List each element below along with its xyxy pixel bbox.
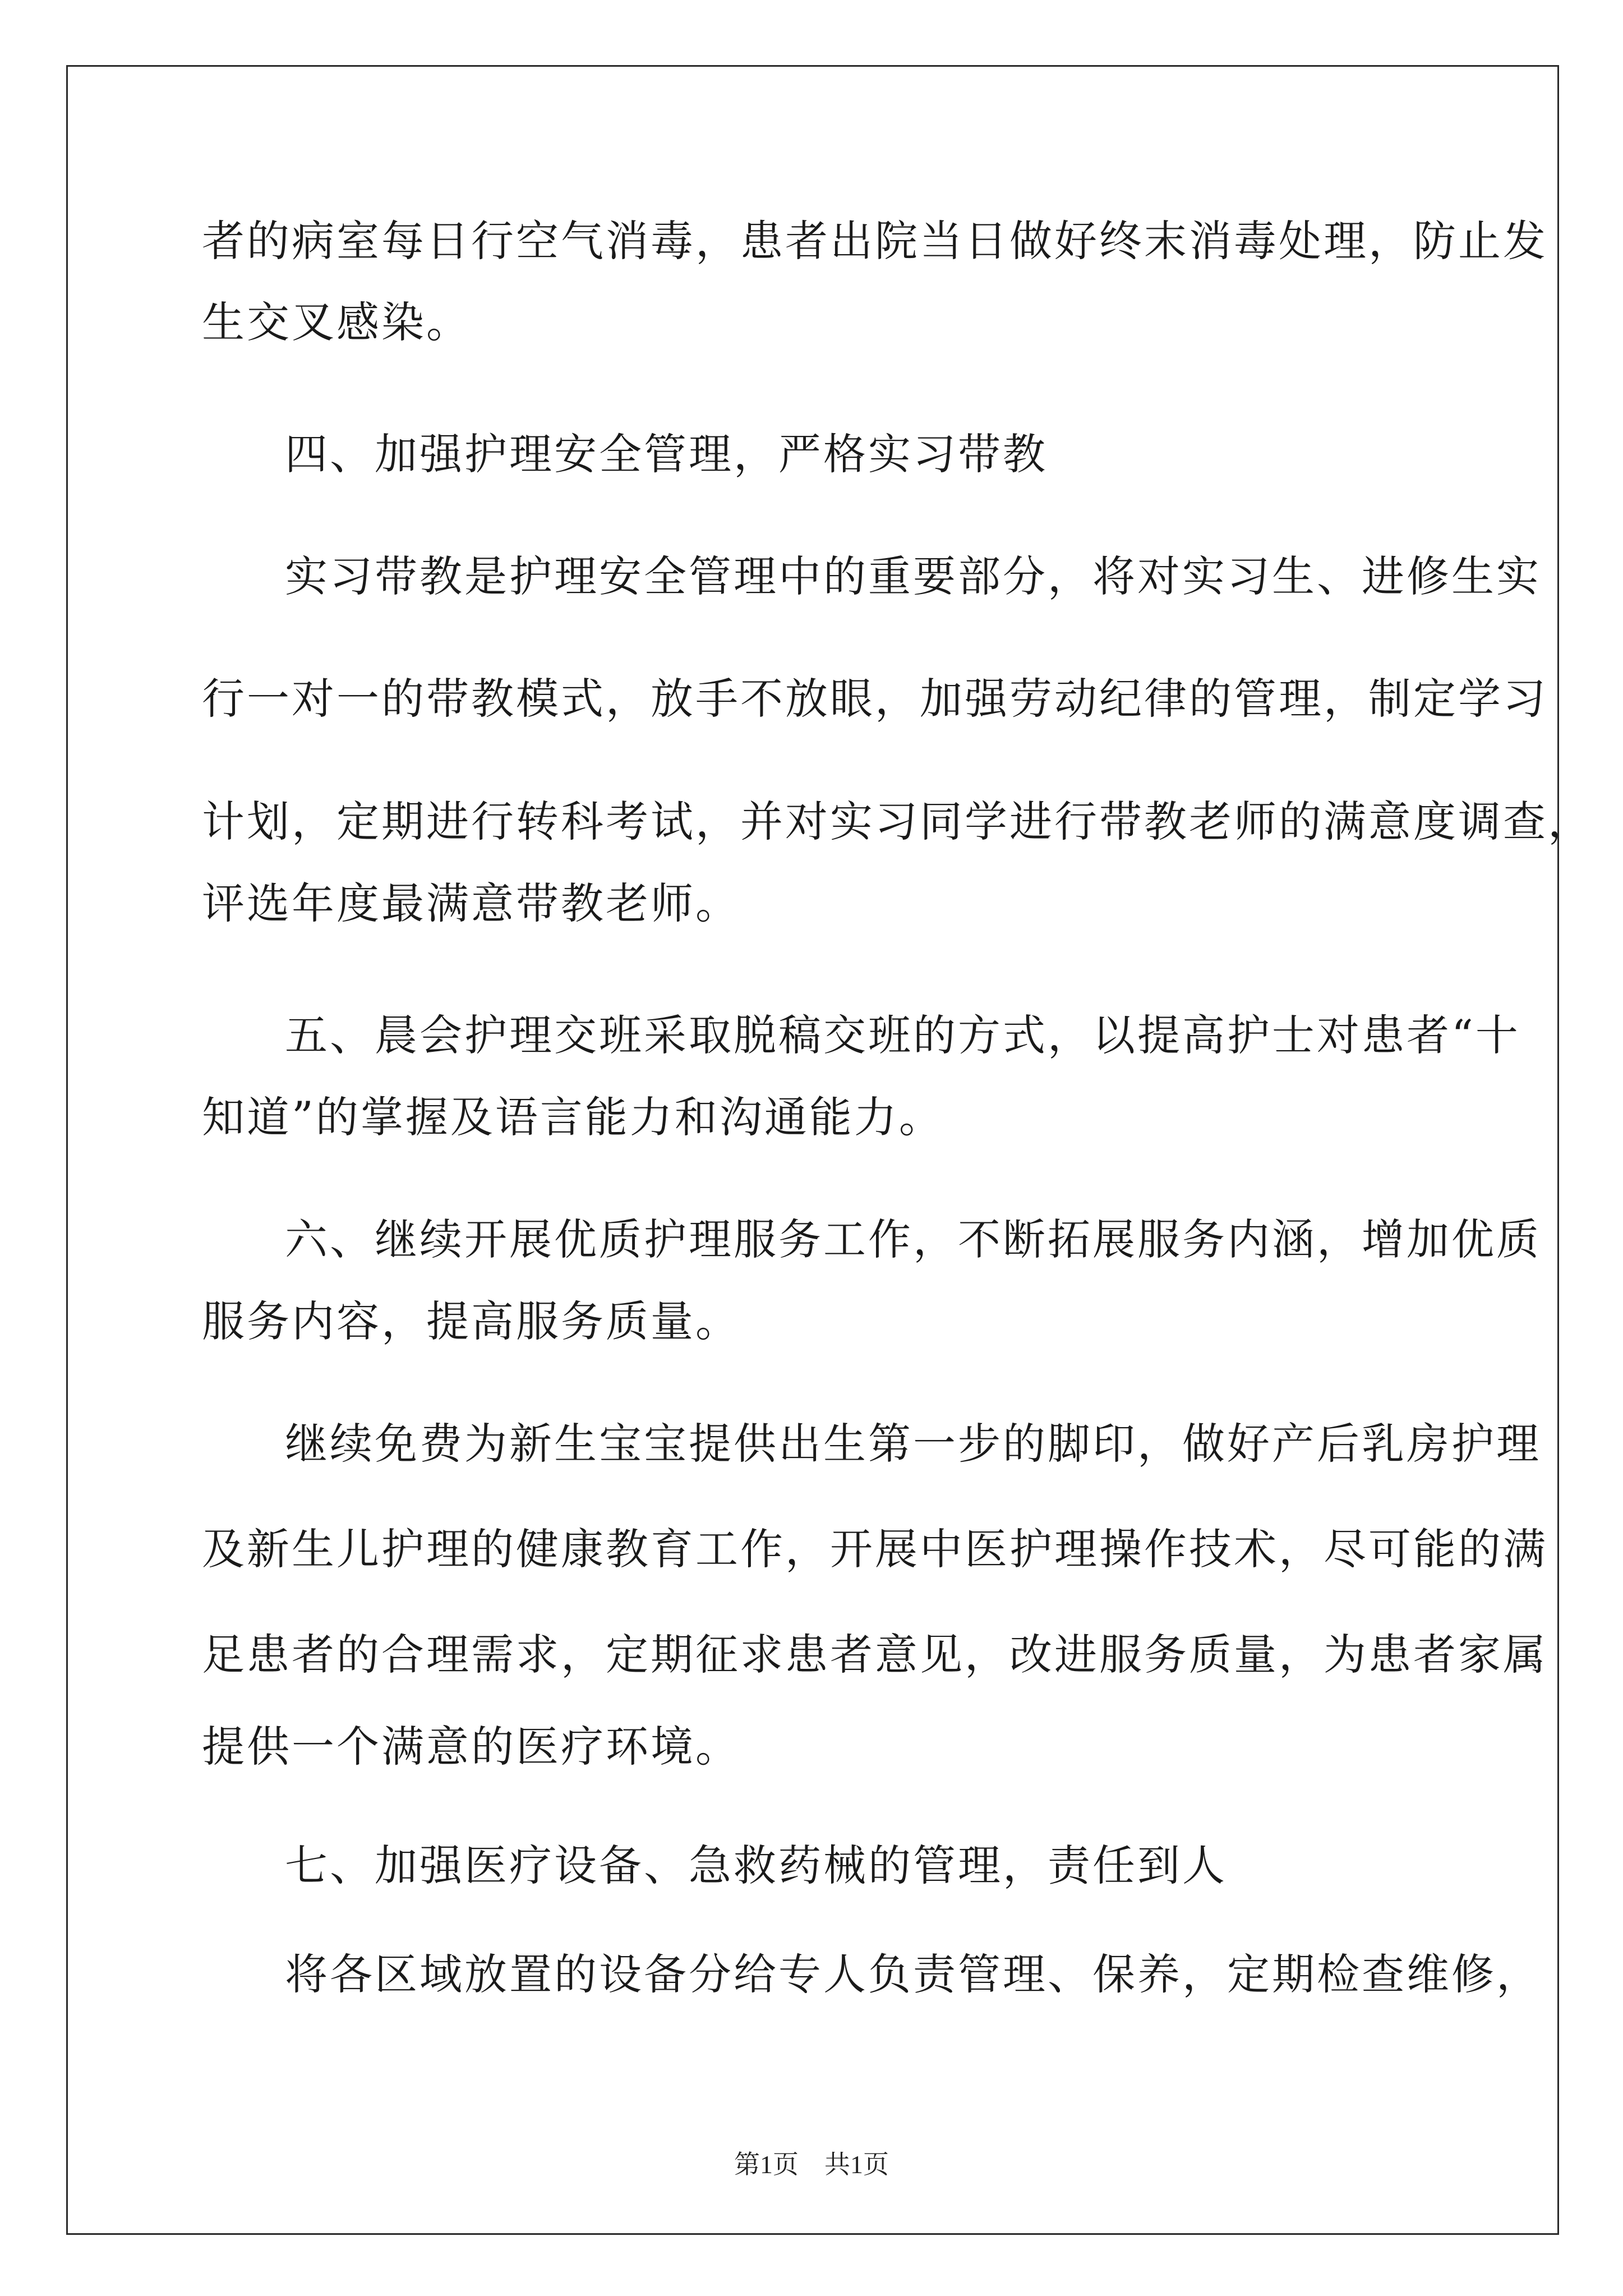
- body-line: 继续免费为新生宝宝提供出生第一步的脚印，做好产后乳房护理: [285, 1419, 1541, 1469]
- body-line: 生交叉感染。: [202, 297, 471, 347]
- section-heading-6: 六、继续开展优质护理服务工作，不断拓展服务内涵，增加优质: [285, 1214, 1541, 1264]
- section-heading-5: 五、晨会护理交班采取脱稿交班的方式，以提高护士对患者“十: [285, 1010, 1520, 1060]
- body-line: 服务内容，提高服务质量。: [202, 1296, 740, 1346]
- body-line: 足患者的合理需求，定期征求患者意见，改进服务质量，为患者家属: [202, 1630, 1548, 1680]
- section-heading-4: 四、加强护理安全管理，严格实习带教: [285, 429, 1048, 479]
- page-border: [66, 65, 1559, 2235]
- body-line: 将各区域放置的设备分给专人负责管理、保养，定期检查维修，: [285, 1949, 1541, 1999]
- body-line: 知道”的掌握及语言能力和沟通能力。: [202, 1092, 944, 1142]
- body-line: 行一对一的带教模式，放手不放眼，加强劳动纪律的管理，制定学习: [202, 674, 1548, 724]
- page-number: 第1页 共1页: [734, 2150, 889, 2179]
- section-heading-7: 七、加强医疗设备、急救药械的管理，责任到人: [285, 1841, 1227, 1890]
- body-line: 及新生儿护理的健康教育工作，开展中医护理操作技术，尽可能的满: [202, 1524, 1548, 1574]
- body-line: 提供一个满意的医疗环境。: [202, 1722, 740, 1772]
- body-line: 评选年度最满意带教老师。: [202, 878, 740, 928]
- body-line: 实习带教是护理安全管理中的重要部分，将对实习生、进修生实: [285, 551, 1541, 601]
- body-line: 者的病室每日行空气消毒，患者出院当日做好终末消毒处理，防止发: [202, 216, 1548, 266]
- body-line: 计划，定期进行转科考试，并对实习同学进行带教老师的满意度调查，: [202, 797, 1593, 846]
